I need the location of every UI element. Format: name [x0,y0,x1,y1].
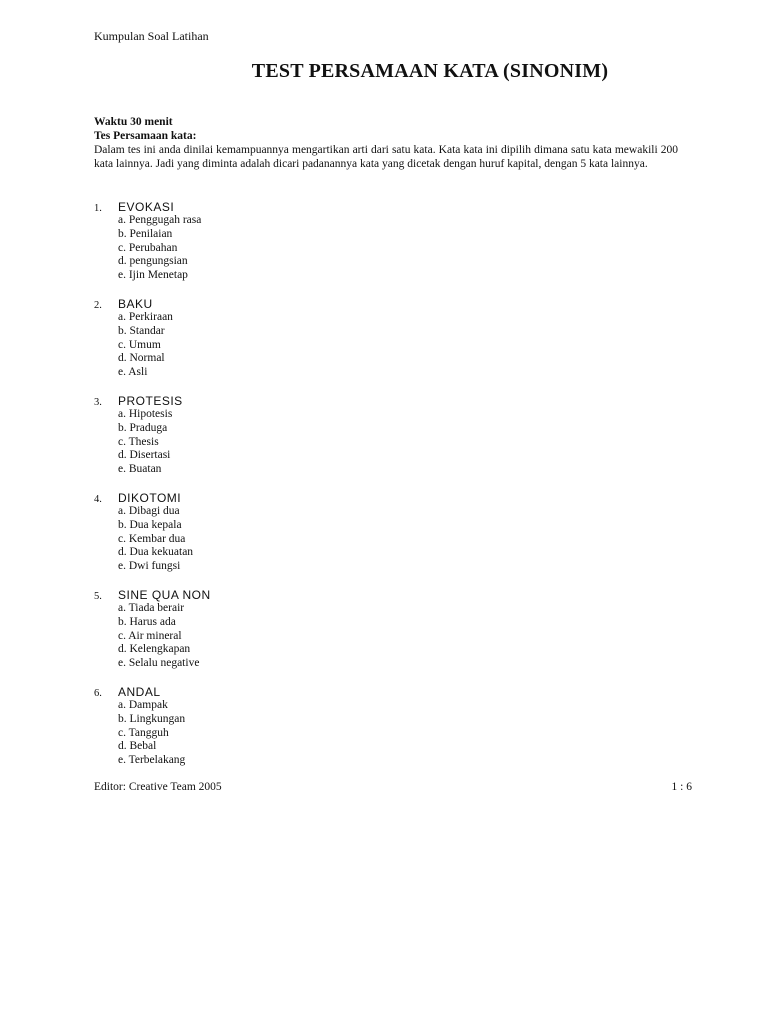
question-item [94,200,678,297]
answer-option: c. Umum [118,338,161,351]
question-number: 6. [94,688,102,699]
answer-option: d. Dua kekuatan [118,546,194,559]
question-word: PROTESIS [118,394,183,408]
answer-option: c. Thesis [118,435,159,448]
answer-option: d. Normal [118,352,165,365]
answer-option: c. Air mineral [118,629,182,642]
question-word: ANDAL [118,685,161,699]
question-header [94,588,678,602]
answer-option: e. Ijin Menetap [118,269,188,282]
answer-option: d. pengungsian [118,255,188,268]
footer-editor: Editor: Creative Team 2005 [94,781,222,793]
question-header [94,491,678,505]
question-number: 5. [94,591,102,602]
answer-option: b. Standar [118,324,165,337]
question-item [94,491,678,588]
answer-options [94,699,678,768]
question-header [94,297,678,311]
question-number: 2. [94,300,102,311]
question-header [94,200,678,214]
question-item [94,297,678,394]
answer-option: a. Tiada berair [118,602,185,614]
answer-option: a. Dibagi dua [118,505,180,517]
answer-option: a. Perkiraan [118,311,173,323]
answer-option: b. Harus ada [118,615,176,628]
answer-options [94,214,678,283]
answer-option: a. Dampak [118,699,168,711]
footer-page-number: 1 : 6 [671,781,692,793]
answer-option: e. Dwi fungsi [118,560,181,573]
answer-option: b. Lingkungan [118,712,186,725]
time-limit: Waktu 30 menit [94,116,173,128]
running-header: Kumpulan Soal Latihan [94,29,209,43]
answer-options [94,408,678,477]
section-subtitle: Tes Persamaan kata: [94,130,197,142]
answer-option: c. Perubahan [118,241,178,254]
answer-options [94,311,678,380]
question-word: DIKOTOMI [118,491,182,505]
answer-option: d. Disertasi [118,449,171,462]
question-header [94,685,678,699]
question-word: SINE QUA NON [118,588,211,602]
answer-option: e. Buatan [118,463,162,476]
answer-options [94,505,678,574]
question-number: 1. [94,203,102,214]
question-item [94,685,678,782]
question-number: 4. [94,494,102,505]
question-header [94,394,678,408]
question-list [94,200,678,782]
answer-option: d. Bebal [118,740,157,753]
question-number: 3. [94,397,102,408]
answer-option: e. Selalu negative [118,657,200,670]
question-item [94,588,678,685]
answer-option: b. Dua kepala [118,518,182,531]
answer-option: b. Penilaian [118,227,173,240]
answer-option: c. Kembar dua [118,532,186,545]
page-title: TEST PERSAMAAN KATA (SINONIM) [251,60,609,82]
instructions-paragraph: Dalam tes ini anda dinilai kemampuannya mengartikan arti dari satu kata. Kata kata ini dipilih dimana satu kata mewakili 200 kata lainnya. Jadi yang diminta adalah dicari padanannya kata yang dicetak dengan huruf kapital, dengan 5 kata lainnya. [94,144,678,170]
answer-option: e. Terbelakang [118,754,186,767]
answer-options [94,602,678,671]
instructions [94,115,678,171]
answer-option: a. Penggugah rasa [118,214,202,226]
answer-option: a. Hipotesis [118,408,173,420]
question-word: EVOKASI [118,200,175,214]
answer-option: b. Praduga [118,421,168,434]
answer-option: e. Asli [118,366,148,379]
answer-option: d. Kelengkapan [118,643,191,656]
question-item [94,394,678,491]
answer-option: c. Tangguh [118,726,169,739]
question-word: BAKU [118,297,153,311]
